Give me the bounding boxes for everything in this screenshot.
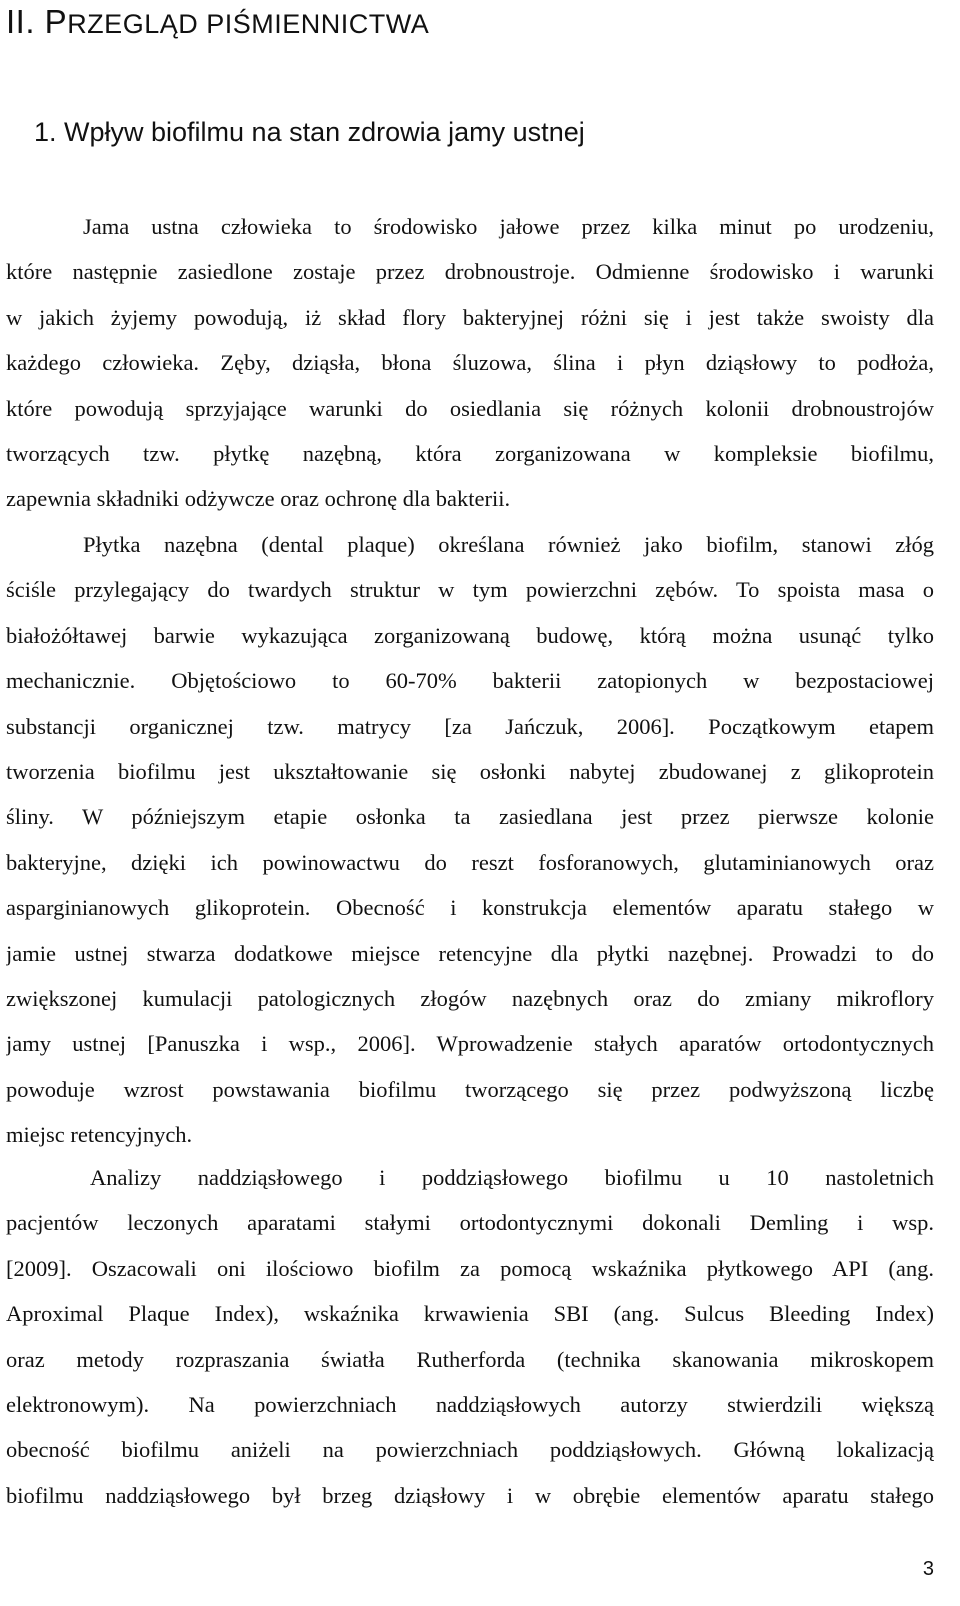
- paragraph-line: obecność biofilmu aniżeli na powierzchniach poddziąsłowych. Główną lokalizacją: [6, 1437, 934, 1463]
- paragraph-2: [6, 522, 934, 1157]
- paragraph-line: pacjentów leczonych aparatami stałymi ortodontycznymi dokonali Demling i wsp.: [6, 1210, 934, 1236]
- paragraph-line: białożółtawej barwie wykazująca zorganizowaną budowę, którą można usunąć tylko: [6, 622, 934, 648]
- paragraph-line: [2009]. Oszacowali oni ilościowo biofilm za pomocą wskaźnika płytkowego API (ang.: [6, 1255, 934, 1281]
- chapter-title-lead: II. P: [6, 3, 68, 40]
- paragraph-line: Płytka nazębna (dental plaque) określana również jako biofilm, stanowi złóg: [83, 532, 934, 557]
- paragraph-line: zwiększonej kumulacji patologicznych złogów nazębnych oraz do zmiany mikroflory: [6, 985, 934, 1011]
- page-number: 3: [922, 1558, 934, 1580]
- paragraph-3: [6, 1155, 934, 1518]
- section-title: 1. Wpływ biofilmu na stan zdrowia jamy ustnej: [34, 117, 585, 147]
- paragraph-line: tworzących tzw. płytkę nazębną, która zorganizowana w kompleksie biofilmu,: [6, 440, 934, 466]
- paragraph-line: zapewnia składniki odżywcze oraz ochronę dla bakterii.: [6, 486, 511, 512]
- paragraph-line: jamy ustnej [Panuszka i wsp., 2006]. Wprowadzenie stałych aparatów ortodontycznych: [6, 1031, 934, 1057]
- chapter-title: [6, 0, 429, 46]
- paragraph-line: każdego człowieka. Zęby, dziąsła, błona śluzowa, ślina i płyn dziąsłowy to podłoża,: [6, 350, 934, 376]
- paragraph-line: mechanicznie. Objętościowo to 60-70% bakterii zatopionych w bezpostaciowej: [6, 668, 934, 694]
- paragraph-line: elektronowym). Na powierzchniach naddziąsłowych autorzy stwierdzili większą: [6, 1391, 934, 1417]
- paragraph-line: śliny. W późniejszym etapie osłonka ta zasiedlana jest przez pierwsze kolonie: [6, 804, 934, 830]
- paragraph-line: substancji organicznej tzw. matrycy [za Jańczuk, 2006]. Początkowym etapem: [6, 713, 934, 739]
- paragraph-line: które następnie zasiedlone zostaje przez drobnoustroje. Odmienne środowisko i warunki: [6, 259, 934, 285]
- paragraph-line: asparginianowych glikoprotein. Obecność i konstrukcja elementów aparatu stałego w: [6, 895, 934, 921]
- paragraph-line: powoduje wzrost powstawania biofilmu tworzącego się przez podwyższoną liczbę: [6, 1076, 934, 1102]
- paragraph-line: tworzenia biofilmu jest ukształtowanie się osłonki nabytej zbudowanej z glikoprotein: [6, 758, 934, 784]
- paragraph-line: miejsc retencyjnych.: [6, 1122, 193, 1148]
- paragraph-line: Aproximal Plaque Index), wskaźnika krwawienia SBI (ang. Sulcus Bleeding Index): [6, 1301, 934, 1327]
- paragraph-line: które powodują sprzyjające warunki do osiedlania się różnych kolonii drobnoustrojów: [6, 395, 934, 421]
- paragraph-line: w jakich żyjemy powodują, iż skład flory bakteryjnej różni się i jest także swoisty dla: [6, 304, 934, 330]
- paragraph-line: Analizy naddziąsłowego i poddziąsłowego biofilmu u 10 nastoletnich: [90, 1165, 934, 1190]
- paragraph-line: ściśle przylegający do twardych struktur w tym powierzchni zębów. To spoista masa o: [6, 577, 934, 603]
- paragraph-line: oraz metody rozpraszania światła Rutherforda (technika skanowania mikroskopem: [6, 1346, 934, 1372]
- paragraph-line: bakteryjne, dzięki ich powinowactwu do reszt fosforanowych, glutaminianowych oraz: [6, 849, 934, 875]
- paragraph-1: [6, 204, 934, 522]
- paragraph-line: Jama ustna człowieka to środowisko jałowe przez kilka minut po urodzeniu,: [83, 214, 934, 239]
- paragraph-line: biofilmu naddziąsłowego był brzeg dziąsłowy i w obrębie elementów aparatu stałego: [6, 1482, 934, 1508]
- chapter-title-rest: RZEGLĄD PIŚMIENNICTWA: [67, 9, 430, 39]
- paragraph-line: jamie ustnej stwarza dodatkowe miejsce retencyjne dla płytki nazębnej. Prowadzi to do: [6, 940, 934, 966]
